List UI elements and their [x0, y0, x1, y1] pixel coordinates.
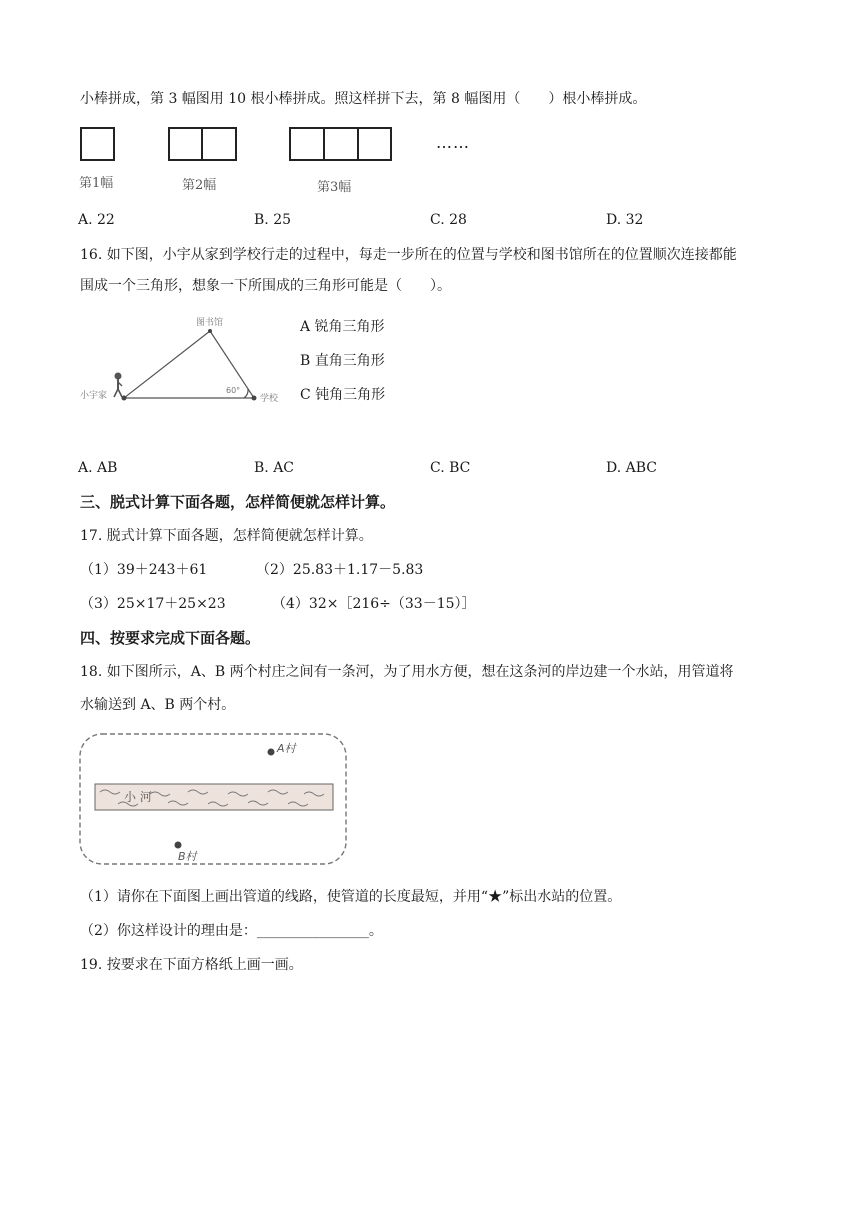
q16-choice-b: B 直角三角形: [300, 353, 385, 369]
village-b-dot: [175, 842, 182, 849]
village-a-dot: [268, 749, 275, 756]
q15-option-c: C. 28: [430, 212, 467, 228]
q18-sub2: （2）你这样设计的理由是：________________。: [80, 923, 383, 939]
q17-text: 17. 脱式计算下面各题，怎样简便就怎样计算。: [80, 528, 373, 544]
q15-ellipsis: ……: [436, 133, 470, 152]
q15-option-b: B. 25: [254, 212, 292, 228]
q19-text: 19. 按要求在下面方格纸上画一画。: [80, 957, 303, 973]
q16-option-c: C. BC: [430, 460, 471, 476]
label-school: 学校: [260, 394, 279, 404]
q16-option-d: D. ABC: [606, 460, 657, 476]
q16-text-line2: 围成一个三角形，想象一下所围成的三角形可能是（ ）。: [80, 278, 451, 294]
q15-text: 小棒拼成，第 3 幅图用 10 根小棒拼成。照这样拼下去，第 8 幅图用（ ）根小棒拼成。: [80, 91, 647, 107]
q16-triangle-figure: [78, 312, 298, 412]
walking-person-icon: [114, 373, 122, 397]
caption-figure-2: 第2幅: [182, 178, 217, 193]
q17-item-1: （1）39＋243＋61: [80, 562, 208, 578]
section-3-title: 三、脱式计算下面各题，怎样简便就怎样计算。: [80, 493, 396, 511]
label-village-a: A村: [277, 742, 296, 755]
figure-1-square: [81, 128, 114, 160]
q18-text-line2: 水输送到 A、B 两个村。: [80, 697, 236, 713]
caption-figure-3: 第3幅: [317, 180, 352, 195]
q18-text-line1: 18. 如下图所示，A、B 两个村庄之间有一条河，为了用水方便，想在这条河的岸边建一个水站，用管道将: [80, 664, 734, 680]
q17-item-4: （4）32×［216÷（33－15）］: [272, 596, 476, 612]
q18-river-figure: [78, 732, 350, 868]
q16-choice-c: C 钝角三角形: [300, 387, 386, 403]
q16-option-b: B. AC: [254, 460, 295, 476]
label-river: 小 河: [124, 790, 152, 804]
label-home: 小宇家: [80, 391, 108, 401]
figure-2-squares: [202, 128, 236, 160]
q18-sub1: （1）请你在下面图上画出管道的线路，使管道的长度最短，并用“★”标出水站的位置。: [80, 889, 622, 905]
q15-option-a: A. 22: [78, 212, 115, 228]
figure-3-squares: [358, 128, 391, 160]
q16-option-a: A. AB: [78, 460, 118, 476]
label-library: 图书馆: [196, 318, 224, 328]
q15-stick-figures: [75, 120, 495, 200]
q15-option-d: D. 32: [606, 212, 644, 228]
label-village-b: B村: [178, 850, 197, 863]
q17-item-3: （3）25×17＋25×23: [80, 596, 226, 612]
q17-item-2: （2）25.83＋1.17－5.83: [256, 562, 424, 578]
label-angle: 60°: [226, 386, 241, 395]
caption-figure-1: 第1幅: [79, 176, 114, 191]
q16-text-line1: 16. 如下图，小宇从家到学校行走的过程中，每走一步所在的位置与学校和图书馆所在的位置顺次连接都能: [80, 247, 737, 263]
section-4-title: 四、按要求完成下面各题。: [80, 629, 261, 647]
q16-choice-a: A 锐角三角形: [300, 319, 385, 335]
